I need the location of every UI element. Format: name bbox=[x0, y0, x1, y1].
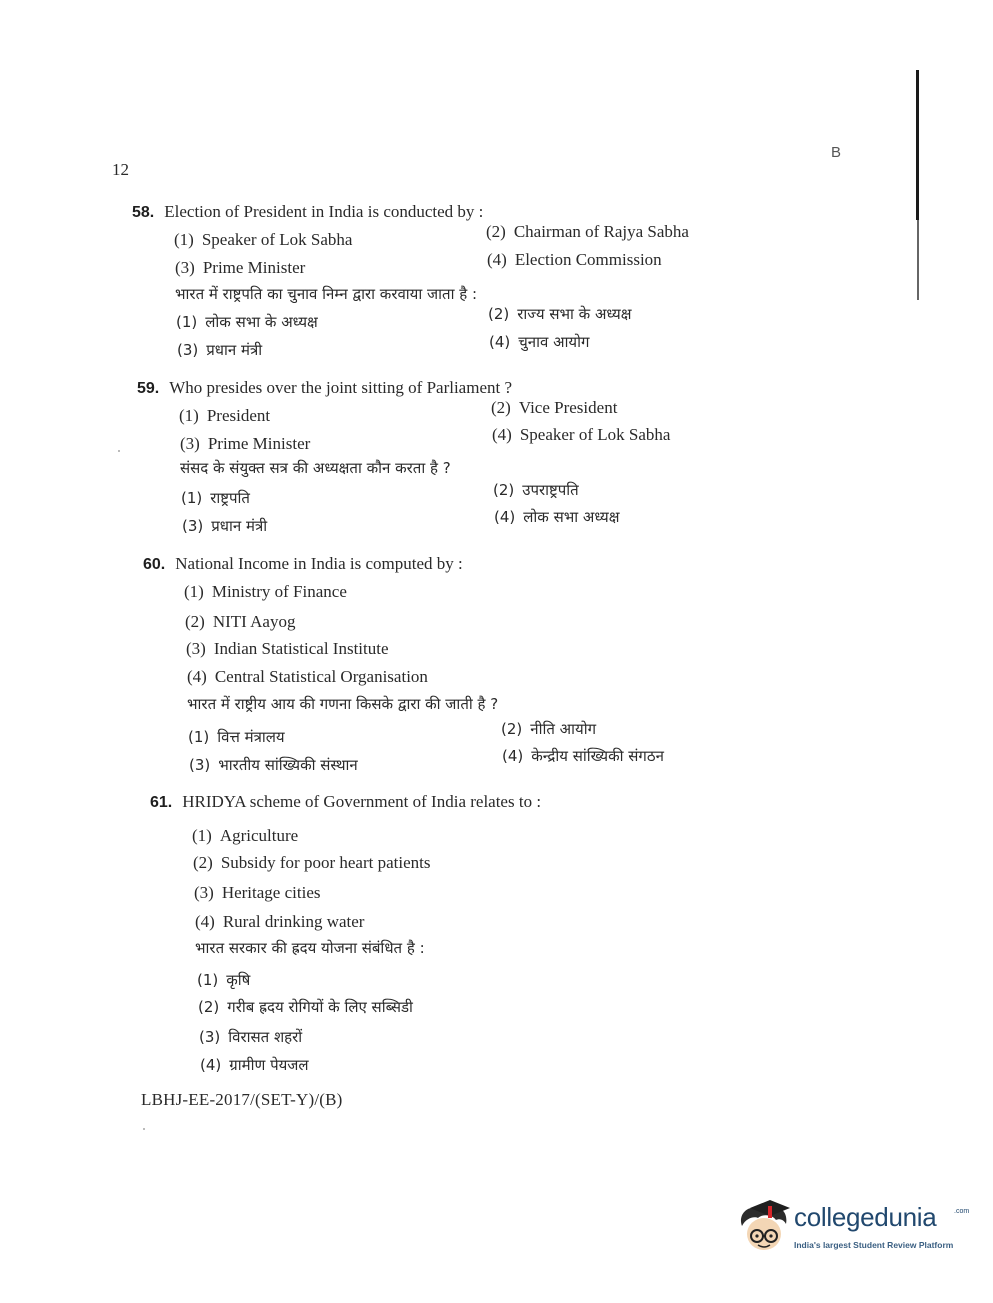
question-number: 60. bbox=[143, 556, 166, 573]
q60-text-hi: भारत में राष्ट्रीय आय की गणना किसके द्वारा की जाती है ? bbox=[187, 695, 499, 713]
q60-option-1-hi: (1) वित्त मंत्रालय bbox=[188, 728, 285, 746]
q59-text-hi: संसद के संयुक्त सत्र की अध्यक्षता कौन करता है ? bbox=[180, 459, 451, 477]
q61-option-4-hi: (4) ग्रामीण पेयजल bbox=[200, 1056, 309, 1074]
question-60 bbox=[143, 555, 463, 573]
collegedunia-logo bbox=[736, 1196, 970, 1266]
q60-option-1-en: (1) Ministry of Finance bbox=[184, 582, 347, 601]
scan-edge-mark-lower bbox=[917, 220, 919, 300]
logo-tagline: India's largest Student Review Platform bbox=[794, 1240, 954, 1250]
q58-option-2-hi: (2) राज्य सभा के अध्यक्ष bbox=[488, 305, 632, 323]
q60-option-4-hi: (4) केन्द्रीय सांख्यिकी संगठन bbox=[502, 747, 664, 765]
set-letter: B bbox=[831, 144, 842, 161]
scan-speck bbox=[118, 450, 120, 452]
q60-option-4-en: (4) Central Statistical Organisation bbox=[187, 667, 428, 686]
q59-option-2-en: (2) Vice President bbox=[491, 398, 618, 417]
logo-suffix: .com bbox=[954, 1208, 970, 1215]
question-58 bbox=[132, 203, 483, 221]
q61-option-3-hi: (3) विरासत शहरों bbox=[199, 1028, 303, 1046]
q60-option-3-hi: (3) भारतीय सांख्यिकी संस्थान bbox=[189, 756, 358, 774]
q58-option-2-en: (2) Chairman of Rajya Sabha bbox=[486, 222, 689, 241]
scan-speck bbox=[143, 1128, 145, 1130]
question-number: 58. bbox=[132, 204, 155, 221]
q61-text-hi: भारत सरकार की ह्रदय योजना संबंधित है : bbox=[195, 939, 425, 957]
q60-option-2-en: (2) NITI Aayog bbox=[185, 612, 296, 631]
student-mascot-icon bbox=[736, 1196, 794, 1258]
logo-wordmark: collegedunia bbox=[794, 1202, 937, 1232]
question-text-en: HRIDYA scheme of Government of India relates to : bbox=[182, 792, 542, 811]
q58-option-1-hi: (1) लोक सभा के अध्यक्ष bbox=[176, 313, 318, 331]
scan-edge-mark bbox=[916, 70, 919, 220]
q59-option-3-en: (3) Prime Minister bbox=[180, 434, 311, 453]
q61-option-2-hi: (2) गरीब ह्रदय रोगियों के लिए सब्सिडी bbox=[198, 998, 413, 1016]
q59-option-1-en: (1) President bbox=[179, 406, 271, 425]
question-59 bbox=[137, 379, 512, 397]
q59-option-2-hi: (2) उपराष्ट्रपति bbox=[493, 481, 579, 499]
q61-option-1-hi: (1) कृषि bbox=[197, 971, 251, 989]
question-number: 59. bbox=[137, 380, 160, 397]
q58-option-3-hi: (3) प्रधान मंत्री bbox=[177, 341, 263, 359]
paper-code: LBHJ-EE-2017/(SET-Y)/(B) bbox=[141, 1090, 343, 1109]
question-61 bbox=[150, 793, 541, 811]
q58-option-4-hi: (4) चुनाव आयोग bbox=[489, 333, 590, 351]
question-text-en: Election of President in India is conducted by : bbox=[164, 202, 484, 221]
q61-option-1-en: (1) Agriculture bbox=[192, 826, 299, 845]
q58-option-1-en: (1) Speaker of Lok Sabha bbox=[174, 230, 353, 249]
q61-option-2-en: (2) Subsidy for poor heart patients bbox=[193, 853, 431, 872]
page-number: 12 bbox=[112, 160, 129, 179]
q59-option-1-hi: (1) राष्ट्रपति bbox=[181, 489, 250, 507]
q60-option-2-hi: (2) नीति आयोग bbox=[501, 720, 597, 738]
q58-option-4-en: (4) Election Commission bbox=[487, 250, 662, 269]
question-number: 61. bbox=[150, 794, 173, 811]
q61-option-3-en: (3) Heritage cities bbox=[194, 883, 321, 902]
q59-option-3-hi: (3) प्रधान मंत्री bbox=[182, 517, 268, 535]
q58-option-3-en: (3) Prime Minister bbox=[175, 258, 306, 277]
q61-option-4-en: (4) Rural drinking water bbox=[195, 912, 365, 931]
q58-text-hi: भारत में राष्ट्रपति का चुनाव निम्न द्वारा करवाया जाता है : bbox=[175, 285, 478, 303]
question-text-en: Who presides over the joint sitting of Parliament ? bbox=[169, 378, 513, 397]
q59-option-4-en: (4) Speaker of Lok Sabha bbox=[492, 425, 671, 444]
q60-option-3-en: (3) Indian Statistical Institute bbox=[186, 639, 389, 658]
question-text-en: National Income in India is computed by : bbox=[175, 554, 463, 573]
q59-option-4-hi: (4) लोक सभा अध्यक्ष bbox=[494, 508, 620, 526]
